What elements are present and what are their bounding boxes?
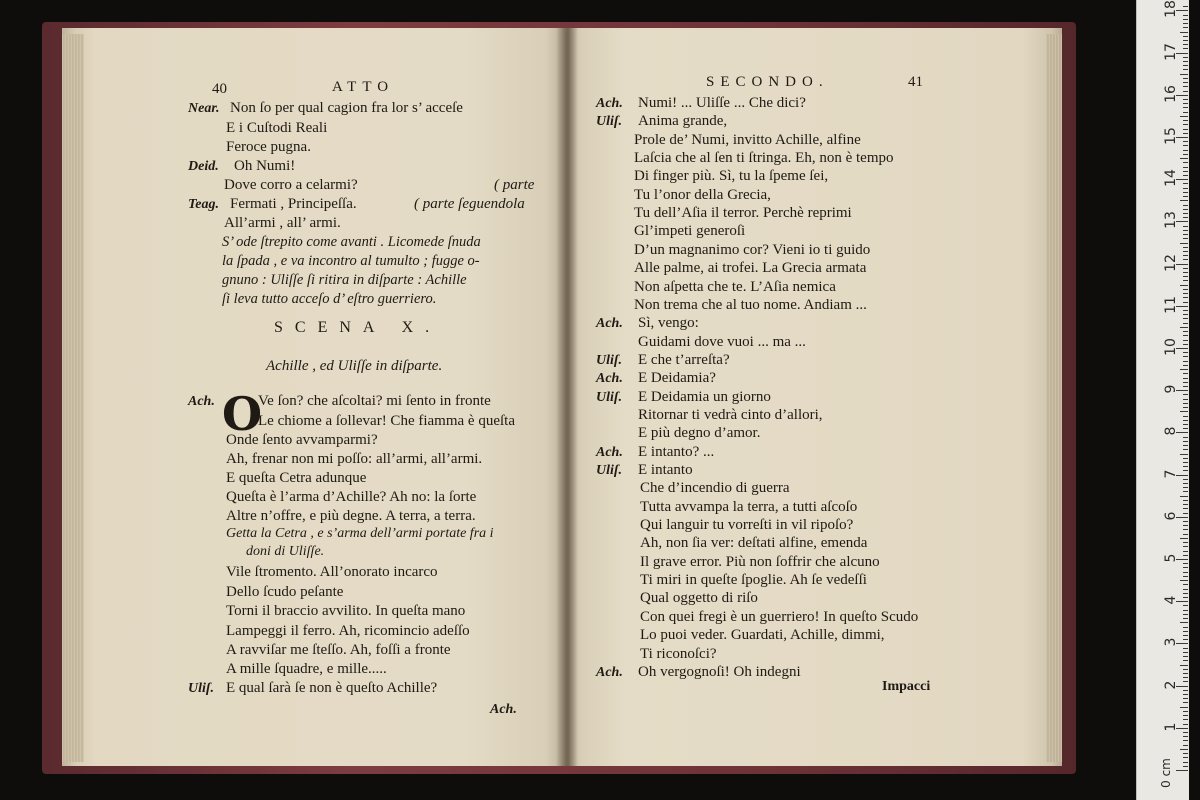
- page-edges-left: [62, 34, 84, 762]
- ruler-tick: [1183, 631, 1188, 632]
- verse-line: Oh Numi!: [234, 158, 296, 174]
- verse-line: Tu dell’Aſia il terror. Perchè reprimi: [634, 205, 852, 222]
- right-running-head: SECONDO.: [706, 74, 829, 90]
- ruler-tick: [1183, 188, 1188, 189]
- verse-line: Alle palme, ai trofei. La Grecia armata: [634, 260, 867, 277]
- right-page-number: 41: [908, 74, 923, 90]
- ruler-tick: [1180, 622, 1188, 623]
- verse-line: Il grave error. Più non ſoffrir che alcuno: [640, 553, 880, 570]
- ruler-tick: [1183, 610, 1188, 611]
- verse-line: Gl’impeti generoſi: [634, 223, 746, 240]
- ruler-tick: [1183, 356, 1188, 357]
- ruler-number: 17: [1163, 42, 1179, 61]
- ruler-tick: [1183, 234, 1188, 235]
- ruler-tick: [1183, 504, 1188, 505]
- stage-direction: ( parte: [494, 177, 535, 193]
- ruler-tick: [1183, 711, 1188, 712]
- ruler-tick: [1183, 441, 1188, 442]
- ruler-tick: [1183, 483, 1188, 484]
- ruler-tick: [1183, 762, 1188, 763]
- verse-line: E intanto? ...: [638, 443, 715, 460]
- scene-title: SCENA X.: [274, 319, 442, 336]
- ruler-number: 12: [1163, 253, 1179, 272]
- ruler-tick: [1183, 437, 1188, 438]
- ruler-tick: [1183, 82, 1188, 83]
- ruler-tick: [1183, 652, 1188, 653]
- ruler-tick: [1183, 61, 1188, 62]
- ruler-tick: [1183, 99, 1188, 100]
- verse-line: Queſta è l’arma d’Achille? Ah no: la ſorte: [226, 489, 477, 505]
- ruler-tick: [1183, 424, 1188, 425]
- scene-cast: Achille , ed Uliſſe in diſparte.: [266, 358, 443, 374]
- verse-line: Ti riconoſci?: [640, 645, 717, 662]
- speaker-label: Uliſ.: [188, 681, 215, 696]
- ruler-tick: [1183, 129, 1188, 130]
- stage-direction: ( parte ſeguendola: [414, 196, 525, 212]
- ruler-tick: [1180, 74, 1188, 75]
- ruler-tick: [1180, 538, 1188, 539]
- ruler-tick: [1183, 310, 1188, 311]
- ruler-tick: [1183, 276, 1188, 277]
- ruler-tick: [1183, 702, 1188, 703]
- ruler-tick: [1183, 23, 1188, 24]
- ruler-tick: [1183, 365, 1188, 366]
- ruler-number: 6: [1163, 511, 1179, 521]
- ruler-tick: [1180, 200, 1188, 201]
- verse-line: Dove corro a celarmi?: [224, 177, 358, 193]
- ruler-tick: [1183, 217, 1188, 218]
- ruler-tick: [1183, 635, 1188, 636]
- stage-direction-line: doni di Uliſſe.: [246, 544, 325, 559]
- ruler-tick: [1183, 44, 1188, 45]
- ruler-tick: [1180, 707, 1188, 708]
- ruler-tick: [1183, 69, 1188, 70]
- ruler-tick: [1183, 572, 1188, 573]
- ruler-tick: [1183, 420, 1188, 421]
- speaker-label: Deid.: [188, 159, 219, 174]
- verse-line: Che d’incendio di guerra: [640, 480, 790, 497]
- ruler-tick: [1183, 614, 1188, 615]
- verse-line: Lo puoi veder. Guardati, Achille, dimmi,: [640, 627, 885, 644]
- ruler-tick: [1183, 407, 1188, 408]
- verse-line: Ritornar ti vedrà cinto d’allori,: [638, 406, 823, 423]
- ruler-tick: [1183, 247, 1188, 248]
- ruler-tick: [1183, 57, 1188, 58]
- ruler-tick: [1183, 378, 1188, 379]
- verse-line: Le chiome a ſollevar! Che fiamma è queſta: [258, 413, 515, 429]
- ruler-tick: [1183, 698, 1188, 699]
- ruler-tick: [1183, 133, 1188, 134]
- ruler-tick: [1183, 192, 1188, 193]
- verse-line: Non trema che al tuo nome. Andiam ...: [634, 296, 867, 313]
- verse-line: Dello ſcudo peſante: [226, 584, 344, 600]
- ruler-tick: [1183, 589, 1188, 590]
- ruler-tick: [1183, 318, 1188, 319]
- ruler-tick: [1183, 656, 1188, 657]
- ruler-tick: [1183, 154, 1188, 155]
- ruler-tick: [1183, 542, 1188, 543]
- drop-cap: O: [222, 387, 263, 441]
- verse-line: E qual ſarà ſe non è queſto Achille?: [226, 680, 438, 696]
- verse-line: Torni il braccio avvilito. In queſta mano: [226, 603, 466, 619]
- ruler-tick: [1183, 669, 1188, 670]
- ruler-tick: [1183, 230, 1188, 231]
- ruler-tick: [1183, 48, 1188, 49]
- verse-line: Qual oggetto di riſo: [640, 590, 758, 607]
- ruler-tick: [1183, 525, 1188, 526]
- stage-direction-line: la ſpada , e va incontro al tumulto ; fugge o-: [222, 253, 480, 269]
- ruler-number: 4: [1163, 595, 1179, 605]
- ruler-number: 10: [1163, 338, 1179, 356]
- verse-line: Non ſo per qual cagion fra lor s’ acceſe: [230, 100, 463, 116]
- ruler-tick: [1180, 243, 1188, 244]
- right-page: [566, 28, 1062, 766]
- speaker-label: Ach.: [188, 394, 215, 409]
- ruler-tick: [1183, 521, 1188, 522]
- ruler-tick: [1180, 158, 1188, 159]
- ruler-tick: [1183, 331, 1188, 332]
- ruler-tick: [1183, 268, 1188, 269]
- ruler-tick: [1183, 373, 1188, 374]
- ruler-tick: [1183, 335, 1188, 336]
- ruler-tick: [1183, 238, 1188, 239]
- ruler-tick: [1183, 167, 1188, 168]
- verse-line: E queſta Cetra adunque: [226, 470, 367, 486]
- ruler-tick: [1183, 251, 1188, 252]
- verse-line: Anima grande,: [638, 113, 728, 130]
- verse-line: Qui languir tu vorreſti in vil ripoſo?: [640, 517, 854, 534]
- ruler-tick: [1183, 175, 1188, 176]
- ruler-tick: [1183, 766, 1188, 767]
- verse-line: Onde ſento avvamparmi?: [226, 432, 378, 448]
- ruler-tick: [1180, 665, 1188, 666]
- verse-line: D’un magnanimo cor? Vieni io ti guido: [634, 241, 871, 258]
- ruler-tick: [1183, 361, 1188, 362]
- stage-direction-line: Getta la Cetra , e s’arma dell’armi portate fra i: [226, 526, 494, 541]
- ruler-number: 14: [1163, 169, 1179, 188]
- catchword: Impacci: [882, 679, 931, 694]
- ruler-tick: [1180, 454, 1188, 455]
- verse-line: Ah, frenar non mi poſſo: all’armi, all’armi.: [226, 451, 483, 467]
- ruler-number: 2: [1163, 680, 1179, 690]
- ruler-tick: [1183, 753, 1188, 754]
- ruler-tick: [1180, 116, 1188, 117]
- ruler-tick: [1180, 411, 1188, 412]
- ruler-tick: [1183, 302, 1188, 303]
- ruler-tick: [1180, 369, 1188, 370]
- catchword: Ach.: [490, 702, 517, 717]
- ruler-tick: [1176, 770, 1188, 771]
- ruler-tick: [1183, 112, 1188, 113]
- ruler-number: 15: [1163, 127, 1179, 145]
- stage-direction-line: S’ ode ſtrepito come avanti . Licomede ſnuda: [222, 234, 481, 250]
- ruler-tick: [1183, 297, 1188, 298]
- ruler-number: 5: [1163, 553, 1179, 563]
- ruler-tick: [1183, 196, 1188, 197]
- ruler-tick: [1183, 732, 1188, 733]
- ruler-tick: [1183, 272, 1188, 273]
- ruler-tick: [1183, 314, 1188, 315]
- ruler-tick: [1180, 285, 1188, 286]
- ruler-tick: [1183, 627, 1188, 628]
- ruler-tick: [1183, 6, 1188, 7]
- ruler-tick: [1183, 171, 1188, 172]
- ruler-tick: [1183, 124, 1188, 125]
- ruler-tick: [1183, 120, 1188, 121]
- ruler-tick: [1183, 639, 1188, 640]
- ruler-tick: [1183, 103, 1188, 104]
- left-page-number: 40: [212, 81, 227, 97]
- ruler-tick: [1183, 15, 1188, 16]
- ruler-tick: [1183, 183, 1188, 184]
- ruler-tick: [1183, 470, 1188, 471]
- ruler-tick: [1183, 107, 1188, 108]
- ruler-tick: [1180, 327, 1188, 328]
- ruler-tick: [1183, 673, 1188, 674]
- page-edges-right: [1046, 34, 1062, 762]
- verse-line: Ah, non ſia ver: deſtati alfine, emenda: [640, 535, 868, 552]
- stage-direction-line: ſi leva tutto acceſo d’ eſtro guerriero.: [222, 291, 437, 307]
- ruler-tick: [1183, 458, 1188, 459]
- ruler-tick: [1183, 724, 1188, 725]
- ruler-number: 18: [1163, 0, 1179, 19]
- ruler-tick: [1183, 78, 1188, 79]
- ruler-tick: [1183, 399, 1188, 400]
- verse-line: E intanto: [638, 462, 693, 478]
- ruler-tick: [1183, 593, 1188, 594]
- verse-line: E Deidamia un giorno: [638, 388, 771, 405]
- speaker-label: Uliſ.: [596, 463, 623, 478]
- book-gutter: [556, 28, 578, 766]
- ruler-tick: [1183, 226, 1188, 227]
- ruler-tick: [1183, 618, 1188, 619]
- ruler-tick: [1183, 209, 1188, 210]
- ruler-number: 7: [1163, 469, 1179, 479]
- ruler-tick: [1183, 394, 1188, 395]
- ruler-tick: [1183, 529, 1188, 530]
- ruler-tick: [1183, 293, 1188, 294]
- verse-line: Laſcia che al ſen ti ſtringa. Eh, non è tempo: [634, 150, 894, 167]
- speaker-label: Uliſ.: [596, 389, 623, 405]
- verse-line: Lampeggi il ferro. Ah, ricomincio adeſſo: [226, 623, 470, 639]
- ruler-tick: [1183, 584, 1188, 585]
- verse-line: Tutta avvampa la terra, a tutti aſcoſo: [640, 498, 858, 515]
- ruler-tick: [1183, 605, 1188, 606]
- left-page: [62, 28, 566, 766]
- ruler-tick: [1183, 576, 1188, 577]
- stage-direction-line: gnuno : Uliſſe ſi ritira in diſparte : Achille: [222, 272, 467, 288]
- verse-line: E più degno d’amor.: [638, 425, 761, 442]
- ruler-tick: [1183, 386, 1188, 387]
- verse-line: E Deidamia?: [638, 370, 716, 387]
- ruler-tick: [1183, 145, 1188, 146]
- verse-line: Vile ſtromento. All’onorato incarco: [226, 564, 438, 580]
- ruler-tick: [1183, 736, 1188, 737]
- ruler-tick: [1183, 681, 1188, 682]
- ruler-tick: [1183, 462, 1188, 463]
- ruler-tick: [1183, 757, 1188, 758]
- ruler-tick: [1183, 255, 1188, 256]
- ruler-tick: [1180, 749, 1188, 750]
- ruler-tick: [1183, 40, 1188, 41]
- verse-line: Fermati , Principeſſa.: [230, 196, 357, 212]
- ruler-tick: [1183, 259, 1188, 260]
- verse-line: A ravviſar me ſteſſo. Ah, foſſi a fronte: [226, 642, 451, 658]
- verse-line: Altre n’offre, e più degne. A terra, a terra.: [226, 508, 476, 524]
- ruler-tick: [1183, 86, 1188, 87]
- verse-line: Numi! ... Uliſſe ... Che dici?: [638, 95, 806, 111]
- speaker-label: Uliſ.: [596, 114, 623, 130]
- ruler-tick: [1183, 745, 1188, 746]
- ruler-tick: [1183, 213, 1188, 214]
- ruler-tick: [1183, 491, 1188, 492]
- ruler-tick: [1183, 597, 1188, 598]
- verse-line: Guidami dove vuoi ... ma ...: [638, 333, 806, 350]
- ruler-tick: [1183, 694, 1188, 695]
- left-running-head: ATTO: [332, 79, 395, 95]
- ruler-number: 11: [1163, 295, 1179, 314]
- ruler-tick: [1183, 141, 1188, 142]
- ruler-number: 1: [1163, 722, 1179, 732]
- ruler-tick: [1183, 466, 1188, 467]
- speaker-label: Ach.: [596, 316, 623, 332]
- ruler-number: 9: [1163, 384, 1179, 394]
- verse-line: A mille ſquadre, e mille.....: [226, 661, 387, 677]
- ruler-tick: [1183, 715, 1188, 716]
- verse-line: Ti miri in queſte ſpoglie. Ah ſe vedeſſi: [640, 572, 867, 589]
- ruler-tick: [1183, 449, 1188, 450]
- ruler-tick: [1180, 32, 1188, 33]
- ruler-tick: [1183, 65, 1188, 66]
- ruler-tick: [1183, 323, 1188, 324]
- ruler-tick: [1183, 382, 1188, 383]
- ruler-tick: [1183, 648, 1188, 649]
- ruler-tick: [1183, 555, 1188, 556]
- ruler-tick: [1183, 677, 1188, 678]
- ruler-tick: [1183, 719, 1188, 720]
- ruler-tick: [1183, 534, 1188, 535]
- verse-line: Non aſpetta che te. L’Aſia nemica: [634, 278, 836, 295]
- ruler-tick: [1183, 289, 1188, 290]
- verse-line: Ve ſon? che aſcoltai? mi ſento in fronte: [258, 393, 491, 409]
- ruler-tick: [1183, 551, 1188, 552]
- speaker-label: Ach.: [596, 96, 623, 111]
- ruler-tick: [1183, 487, 1188, 488]
- verse-line: Con quei fregi è un guerriero! In queſto Scudo: [640, 608, 919, 625]
- ruler-tick: [1183, 546, 1188, 547]
- ruler-tick: [1183, 428, 1188, 429]
- speaker-label: Uliſ.: [596, 352, 623, 368]
- ruler-tick: [1183, 445, 1188, 446]
- ruler-tick: [1180, 580, 1188, 581]
- ruler-tick: [1183, 690, 1188, 691]
- ruler-tick: [1183, 352, 1188, 353]
- verse-line: Sì, vengo:: [638, 315, 699, 332]
- ruler-unit-label: 0 cm: [1158, 758, 1173, 788]
- ruler-tick: [1183, 513, 1188, 514]
- ruler-tick: [1183, 150, 1188, 151]
- verse-line: E i Cuſtodi Reali: [226, 120, 328, 136]
- verse-line: All’armi , all’ armi.: [224, 215, 341, 231]
- speaker-label: Ach.: [596, 371, 623, 387]
- ruler-tick: [1183, 508, 1188, 509]
- speaker-label: Ach.: [596, 444, 623, 460]
- measurement-ruler: [1136, 0, 1189, 800]
- ruler-tick: [1183, 162, 1188, 163]
- ruler-tick: [1180, 496, 1188, 497]
- ruler-tick: [1183, 740, 1188, 741]
- verse-line: Oh vergognoſi! Oh indegni: [638, 663, 801, 680]
- ruler-tick: [1183, 500, 1188, 501]
- ruler-number: 13: [1163, 211, 1179, 230]
- ruler-tick: [1183, 19, 1188, 20]
- ruler-tick: [1183, 27, 1188, 28]
- verse-line: Tu l’onor della Grecia,: [634, 186, 771, 203]
- ruler-number: 16: [1163, 84, 1179, 103]
- speaker-label: Near.: [188, 101, 220, 116]
- ruler-tick: [1183, 36, 1188, 37]
- ruler-tick: [1183, 344, 1188, 345]
- ruler-tick: [1183, 567, 1188, 568]
- ruler-tick: [1183, 340, 1188, 341]
- speaker-label: Teag.: [188, 197, 219, 212]
- ruler-number: 8: [1163, 426, 1179, 436]
- ruler-tick: [1183, 91, 1188, 92]
- verse-line: Prole de’ Numi, invitto Achille, alfine: [634, 131, 861, 148]
- speaker-label: Ach.: [596, 664, 623, 680]
- verse-line: Di finger più. Sì, tu la ſpeme ſei,: [634, 168, 829, 185]
- ruler-tick: [1183, 280, 1188, 281]
- ruler-tick: [1183, 416, 1188, 417]
- ruler-tick: [1183, 205, 1188, 206]
- ruler-tick: [1183, 479, 1188, 480]
- verse-line: E che t’arreſta?: [638, 351, 730, 368]
- ruler-number: 3: [1163, 637, 1179, 647]
- ruler-tick: [1183, 403, 1188, 404]
- ruler-tick: [1183, 563, 1188, 564]
- ruler-tick: [1183, 660, 1188, 661]
- verse-line: Feroce pugna.: [226, 139, 311, 155]
